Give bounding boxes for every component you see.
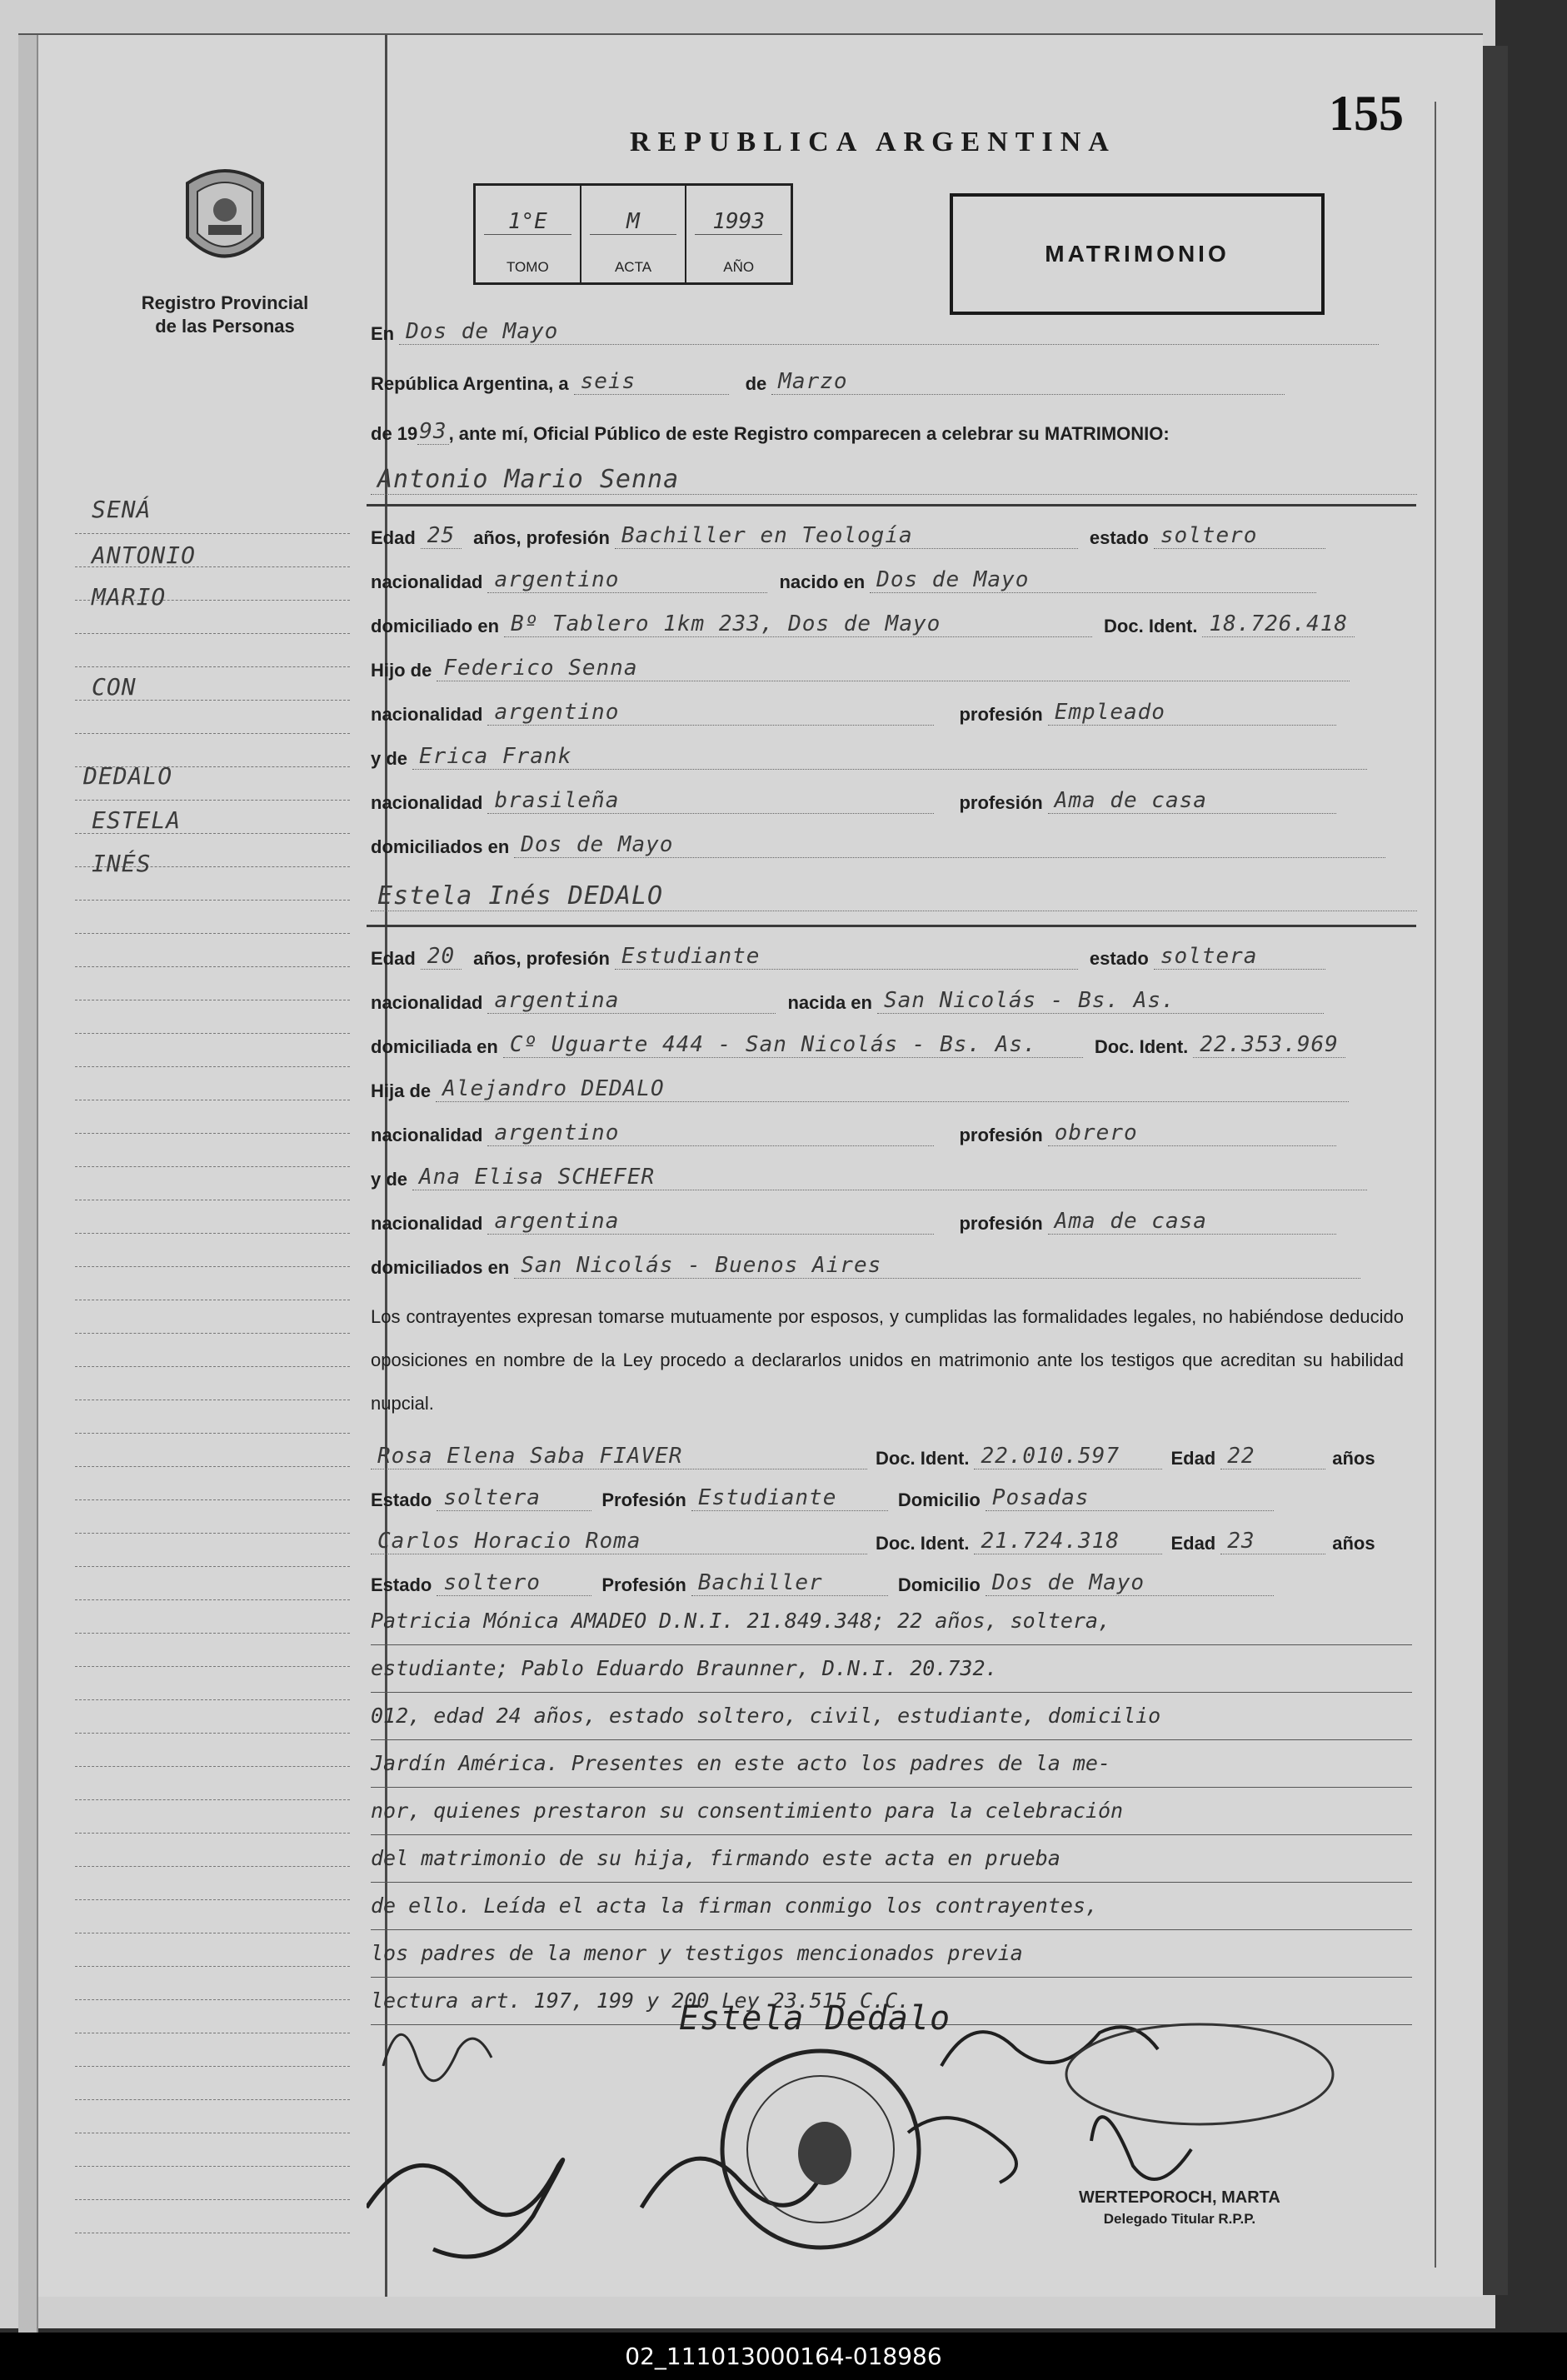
margin-ruled-line: [75, 1599, 350, 1600]
margin-groom-surname: SENÁ: [92, 496, 152, 523]
groom-mother: Erica Frank: [412, 744, 1367, 770]
registry-line-2: de las Personas: [155, 316, 295, 337]
groom-nationality: argentino: [487, 567, 767, 593]
year-value: 1993: [695, 209, 782, 235]
bride-father-nationality: argentino: [487, 1120, 934, 1146]
margin-ruled-line: [75, 1166, 350, 1167]
witness2-status-label: Estado: [371, 1574, 432, 1595]
notes-line-5: nor, quienes prestaron su consentimiento para la celebración: [371, 1788, 1412, 1835]
notes-line-2: estudiante; Pablo Eduardo Braunner, D.N.I. 20.732.: [371, 1645, 1412, 1693]
groom-status: soltero: [1154, 523, 1325, 549]
witness1-prof-label: Profesión: [601, 1489, 686, 1510]
notes-line-4: Jardín América. Presentes en este acto los padres de la me-: [371, 1740, 1412, 1788]
bride-daughter-of-label: Hija de: [371, 1080, 432, 1101]
margin-ruled-line: [75, 1433, 350, 1434]
marriage-place: Dos de Mayo: [399, 319, 1379, 345]
en-label: En: [371, 323, 395, 344]
groom-age-label: Edad: [371, 527, 416, 548]
bride-age-label: Edad: [371, 948, 416, 969]
bride-signature: Estela Dedalo: [679, 1999, 951, 2038]
witness1-doc-label: Doc. Ident.: [876, 1448, 970, 1469]
bride-full-name: Estela Inés DEDALO: [371, 881, 1417, 911]
margin-ruled-line: [75, 633, 350, 634]
groom-father-profession: Empleado: [1048, 700, 1336, 726]
stamp-emblem: [798, 2122, 851, 2185]
right-margin-line: [1435, 102, 1436, 2268]
witness1-age: 22: [1220, 1444, 1325, 1469]
margin-ruled-line: [75, 1033, 350, 1034]
margin-ruled-line: [75, 1833, 350, 1834]
bride-mother-nat-label: nacionalidad: [371, 1213, 483, 1234]
book-edge: [1483, 46, 1508, 2295]
groom-domicile: Bº Tablero 1km 233, Dos de Mayo: [504, 611, 1092, 637]
groom-parents-dom-line: [371, 821, 1385, 858]
acta-cell: [581, 186, 687, 282]
bride-nationality: argentina: [487, 988, 776, 1014]
bride-mother-profession: Ama de casa: [1048, 1209, 1336, 1235]
margin-bride-first: ESTELA: [92, 806, 182, 834]
acta-value: M: [590, 209, 677, 235]
witness1-doc: 22.010.597: [974, 1444, 1162, 1469]
bride-mother-prof-label: profesión: [959, 1213, 1043, 1234]
margin-bride-surname: DEDALO: [83, 762, 173, 790]
bride-father-nat-label: nacionalidad: [371, 1125, 483, 1145]
margin-ruled-line: [75, 1533, 350, 1534]
province-seal-icon: [179, 158, 271, 275]
year-prefix: de 19: [371, 423, 418, 444]
witness2-name: Carlos Horacio Roma: [371, 1529, 867, 1554]
notes-line-9: lectura art. 197, 199 y 200 Ley 23.515 C.C.: [371, 1978, 1412, 2025]
witness2-doc: 21.724.318: [974, 1529, 1162, 1554]
witness1-dom-label: Domicilio: [897, 1489, 981, 1510]
margin-ruled-line: [75, 533, 350, 534]
bride-father-profession: obrero: [1048, 1120, 1336, 1146]
margin-ruled-line: [75, 1566, 350, 1567]
witness1-age-label: Edad: [1170, 1448, 1216, 1469]
witness2-years-label: años: [1332, 1533, 1375, 1554]
groom-born-label: nacido en: [779, 571, 866, 592]
signature-loop: [1066, 2024, 1333, 2124]
witness1-details-line: [371, 1474, 1274, 1511]
groom-profession: Bachiller en Teología: [615, 523, 1078, 549]
bride-doc: 22.353.969: [1193, 1032, 1345, 1058]
groom-father-nationality: argentino: [487, 700, 934, 726]
registry-line-1: Registro Provincial: [141, 292, 309, 313]
groom-birthplace: Dos de Mayo: [870, 567, 1316, 593]
bride-domicile-line: [371, 1021, 1345, 1058]
page-number: 155: [1329, 86, 1404, 141]
notes-line-6: del matrimonio de su hija, firmando este acta en prueba: [371, 1835, 1412, 1883]
groom-mother-nat-label: nacionalidad: [371, 792, 483, 813]
bride-mother-nationality: argentina: [487, 1209, 934, 1235]
groom-mother-nationality: brasileña: [487, 788, 934, 814]
groom-doc-label: Doc. Ident.: [1104, 616, 1198, 636]
bride-parents-dom-line: [371, 1242, 1360, 1279]
margin-ruled-line: [75, 1233, 350, 1234]
margin-ruled-line: [75, 1866, 350, 1867]
bride-father: Alejandro DEDALO: [436, 1076, 1349, 1102]
bride-dom-label: domiciliada en: [371, 1036, 498, 1057]
tomo-label: TOMO: [506, 259, 549, 275]
groom-doc: 18.726.418: [1202, 611, 1355, 637]
groom-nationality-line: [371, 556, 1316, 593]
margin-groom-first: ANTONIO: [92, 541, 197, 569]
witness2-prof-label: Profesión: [601, 1574, 686, 1595]
margin-ruled-line: [75, 800, 350, 801]
margin-ruled-line: [75, 2099, 350, 2100]
margin-ruled-line: [75, 2199, 350, 2200]
groom-father-prof-label: profesión: [959, 704, 1043, 725]
officer-name: WERTEPOROCH, MARTA: [1079, 2188, 1280, 2207]
bride-father-line: [371, 1065, 1349, 1102]
margin-ruled-line: [75, 666, 350, 667]
witness2-status: soltero: [437, 1570, 591, 1596]
margin-ruled-line: [75, 1366, 350, 1367]
margin-ruled-line: [75, 1899, 350, 1900]
image-caption: 02_111013000164-018986: [0, 2333, 1567, 2380]
bride-and-of-label: y de: [371, 1169, 408, 1190]
notes-line-3: 012, edad 24 años, estado soltero, civil, estudiante, domicilio: [371, 1693, 1412, 1740]
groom-status-label: estado: [1089, 527, 1149, 548]
groom-father-nat-label: nacionalidad: [371, 704, 483, 725]
groom-parents-domicile: Dos de Mayo: [514, 832, 1385, 858]
witness1-status: soltera: [437, 1485, 591, 1511]
witness1-status-label: Estado: [371, 1489, 432, 1510]
bride-nat-label: nacionalidad: [371, 992, 483, 1013]
groom-age-line: [371, 512, 1325, 549]
margin-ruled-line: [75, 1666, 350, 1667]
groom-domicile-line: [371, 601, 1355, 637]
bride-father-prof-label: profesión: [959, 1125, 1043, 1145]
witness2-profession: Bachiller: [691, 1570, 888, 1596]
bride-nationality-line: [371, 977, 1324, 1014]
margin-ruled-line: [75, 733, 350, 734]
bride-profession: Estudiante: [615, 944, 1078, 970]
signature-1: [383, 2034, 492, 2080]
witness2-line: [371, 1518, 1380, 1554]
groom-age: 25: [421, 523, 462, 549]
margin-ruled-line: [75, 1266, 350, 1267]
bride-mother-nat-line: [371, 1198, 1336, 1235]
signatures-area: [367, 1999, 1416, 2283]
bride-birthplace: San Nicolás - Bs. As.: [877, 988, 1324, 1014]
bride-father-nat-line: [371, 1110, 1336, 1146]
notes-line-7: de ello. Leída el acta la firman conmigo los contrayentes,: [371, 1883, 1412, 1930]
margin-bride-second: INÉS: [92, 850, 152, 877]
margin-ruled-line: [75, 1499, 350, 1500]
witness1-name: Rosa Elena Saba FIAVER: [371, 1444, 867, 1469]
formal-declaration: Los contrayentes expresan tomarse mutuamente por esposos, y cumplidas las formalidades legales, no habiéndose deducido oposiciones en nombre de la Ley procedo a declararlos unidos en matrimonio ante los testigos que acreditan su habilidad nupcial.: [371, 1306, 1404, 1414]
bride-prof-label: años, profesión: [473, 948, 610, 969]
groom-nat-label: nacionalidad: [371, 571, 483, 592]
intro-year-line: [371, 408, 1175, 445]
intro-text: , ante mí, Oficial Público de este Registro comparecen a celebrar su MATRIMONIO:: [448, 423, 1170, 444]
margin-ruled-line: [75, 966, 350, 967]
officer-block: [1079, 2187, 1280, 2230]
margin-ruled-line: [75, 1966, 350, 1967]
intro-date-line: [371, 358, 1285, 395]
witness2-dom-label: Domicilio: [897, 1574, 981, 1595]
bride-age-line: [371, 933, 1325, 970]
margin-groom-second: MARIO: [92, 583, 167, 611]
groom-separator: [367, 504, 1416, 506]
witness1-domicile: Posadas: [986, 1485, 1274, 1511]
year-cell: [686, 186, 791, 282]
witness2-details-line: [371, 1559, 1274, 1596]
groom-son-of-label: Hijo de: [371, 660, 432, 681]
binding-strip: [18, 35, 38, 2363]
notes-line-8: los padres de la menor y testigos mencionados previa: [371, 1930, 1412, 1978]
groom-mother-line: [371, 733, 1367, 770]
republic-date-label: República Argentina, a: [371, 373, 569, 394]
handwritten-notes: [371, 1598, 1412, 2025]
margin-ruled-line: [75, 900, 350, 901]
intro-place-line: [371, 308, 1379, 345]
bride-age: 20: [421, 944, 462, 970]
margin-ruled-line: [75, 1766, 350, 1767]
bride-status-label: estado: [1089, 948, 1149, 969]
tomo-cell: [476, 186, 581, 282]
margin-ruled-line: [75, 1633, 350, 1634]
bride-name-line: [371, 875, 1417, 911]
marriage-day: seis: [574, 369, 729, 395]
groom-dom-label: domiciliado en: [371, 616, 500, 636]
margin-ruled-line: [75, 1799, 350, 1800]
bride-parents-domicile: San Nicolás - Buenos Aires: [514, 1253, 1360, 1279]
bride-domicile: Cº Uguarte 444 - San Nicolás - Bs. As.: [503, 1032, 1083, 1058]
signature-5: [908, 2118, 1016, 2183]
signature-6: [1091, 2117, 1191, 2179]
margin-ruled-line: [75, 1999, 350, 2000]
groom-parents-dom-label: domiciliados en: [371, 836, 510, 857]
groom-mother-prof-label: profesión: [959, 792, 1043, 813]
groom-father: Federico Senna: [437, 656, 1350, 681]
witness2-domicile: Dos de Mayo: [986, 1570, 1274, 1596]
year-label: AÑO: [723, 259, 755, 275]
groom-mother-nat-line: [371, 777, 1336, 814]
registry-label: [100, 292, 350, 338]
tomo-acta-year-box: [473, 183, 793, 285]
signature-2: [367, 2160, 563, 2258]
de-label: de: [745, 373, 767, 394]
witness1-line: [371, 1433, 1380, 1469]
marriage-month: Marzo: [771, 369, 1285, 395]
margin-ruled-line: [75, 1699, 350, 1700]
groom-full-name: Antonio Mario Senna: [371, 465, 1417, 495]
witness1-years-label: años: [1332, 1448, 1375, 1469]
marriage-year: 93: [419, 419, 447, 444]
groom-prof-label: años, profesión: [473, 527, 610, 548]
bride-separator: [367, 925, 1416, 927]
bride-parents-dom-label: domiciliados en: [371, 1257, 510, 1278]
document-type-box: [950, 193, 1325, 315]
margin-ruled-line: [75, 1066, 350, 1067]
margin-ruled-line: [75, 1733, 350, 1734]
groom-and-of-label: y de: [371, 748, 408, 769]
bride-mother: Ana Elisa SCHEFER: [412, 1165, 1367, 1190]
acta-label: ACTA: [614, 259, 652, 275]
bride-born-label: nacida en: [787, 992, 872, 1013]
witness2-doc-label: Doc. Ident.: [876, 1533, 970, 1554]
margin-ruled-line: [75, 1333, 350, 1334]
bride-mother-line: [371, 1154, 1367, 1190]
witness2-age: 23: [1220, 1529, 1325, 1554]
tomo-value: 1°E: [484, 209, 571, 235]
groom-father-nat-line: [371, 689, 1336, 726]
officer-title: Delegado Titular R.P.P.: [1103, 2211, 1256, 2227]
groom-father-line: [371, 645, 1350, 681]
margin-ruled-line: [75, 1466, 350, 1467]
bride-status: soltera: [1154, 944, 1325, 970]
witness1-profession: Estudiante: [691, 1485, 888, 1511]
margin-ruled-line: [75, 933, 350, 934]
groom-name-line: [371, 458, 1417, 495]
margin-ruled-line: [75, 2066, 350, 2067]
bride-doc-label: Doc. Ident.: [1094, 1036, 1189, 1057]
groom-mother-profession: Ama de casa: [1048, 788, 1336, 814]
document-type: MATRIMONIO: [1045, 241, 1230, 267]
country-heading: REPUBLICA ARGENTINA: [630, 127, 1116, 157]
margin-con: CON: [92, 673, 137, 701]
margin-ruled-line: [75, 1133, 350, 1134]
margin-ruled-line: [75, 2166, 350, 2167]
notes-line-1: Patricia Mónica AMADEO D.N.I. 21.849.348; 22 años, soltera,: [371, 1598, 1412, 1645]
witness2-age-label: Edad: [1170, 1533, 1216, 1554]
